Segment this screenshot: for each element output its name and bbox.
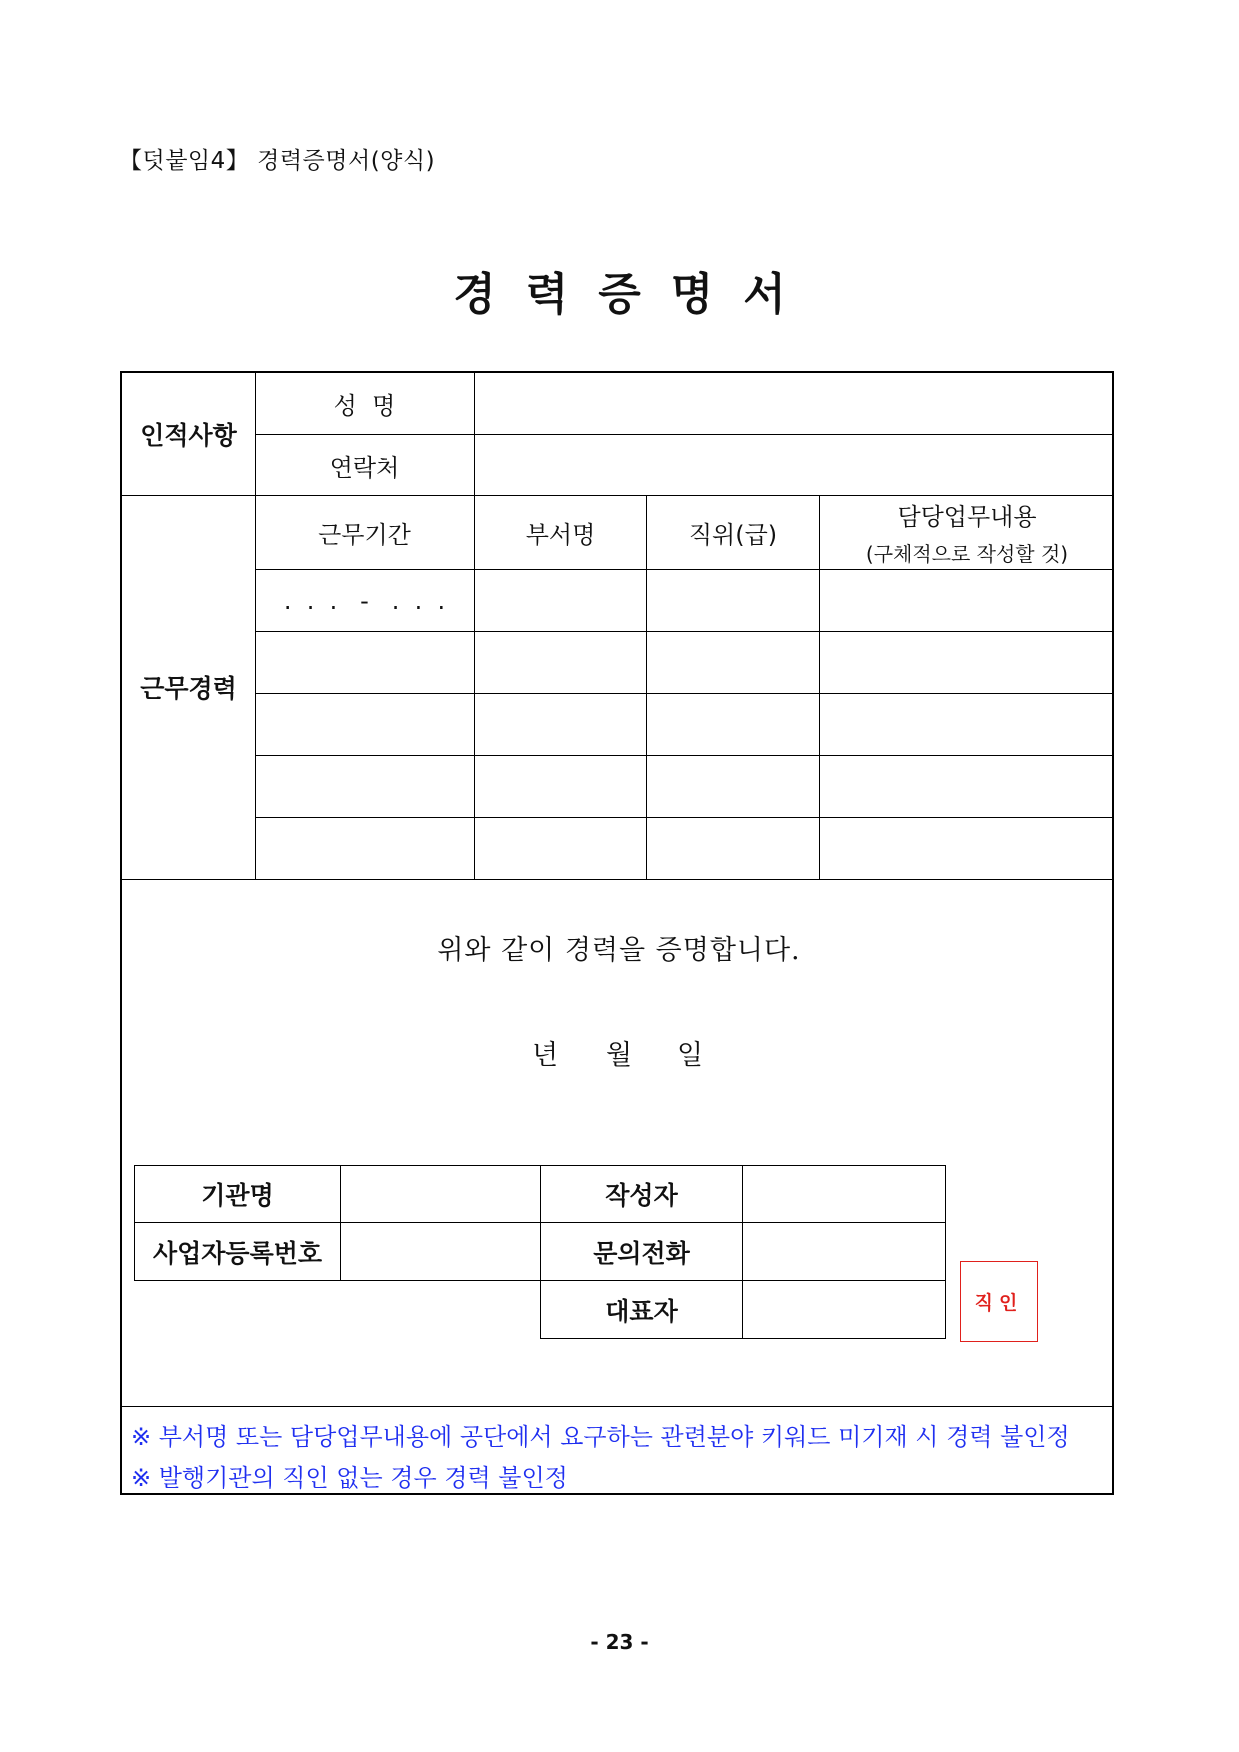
career-row-duties[interactable] [820, 818, 1114, 879]
career-row-duties[interactable] [820, 570, 1114, 631]
phone-label: 문의전화 [593, 1238, 690, 1268]
representative-label: 대표자 [605, 1296, 678, 1326]
duties-header-title: 담당업무내용 [897, 503, 1037, 531]
career-row-period[interactable]: . . . - . . . [283, 586, 446, 615]
phone-field[interactable] [743, 1223, 945, 1280]
career-row-duties[interactable] [820, 694, 1114, 755]
career-row-period[interactable] [255, 818, 474, 879]
attachment-label: 【덧붙임4】 경력증명서(양식) [119, 148, 436, 174]
career-row-position[interactable] [647, 632, 819, 693]
career-row-department[interactable] [475, 632, 646, 693]
name-label: 성 명 [333, 392, 396, 420]
career-row-position[interactable] [647, 756, 819, 817]
certification-statement: 위와 같이 경력을 증명합니다. [437, 935, 801, 966]
page-number: - 23 - [590, 1630, 649, 1654]
duties-header [820, 495, 1114, 569]
note-keyword: ※ 부서명 또는 담당업무내용에 공단에서 요구하는 관련분야 키워드 미기재 시 경력 불인정 [131, 1423, 1070, 1451]
career-row-department[interactable] [475, 756, 646, 817]
career-row-position[interactable] [647, 694, 819, 755]
writer-field[interactable] [743, 1166, 945, 1222]
career-row-period[interactable] [255, 694, 474, 755]
contact-label: 연락처 [329, 453, 400, 482]
career-row-position[interactable] [647, 818, 819, 879]
org-name-field[interactable] [341, 1166, 540, 1222]
date-year-label: 년 [532, 1040, 559, 1071]
official-seal-box: 직인 [960, 1261, 1038, 1342]
career-label: 근무경력 [140, 674, 237, 703]
career-row-department[interactable] [475, 570, 646, 631]
writer-label: 작성자 [605, 1181, 678, 1210]
personal-info-label: 인적사항 [140, 421, 237, 450]
name-field[interactable] [475, 373, 1114, 434]
document-title: 경력증명서 [453, 269, 816, 320]
career-row-position[interactable] [647, 570, 819, 631]
note-seal: ※ 발행기관의 직인 없는 경우 경력 불인정 [131, 1464, 568, 1492]
career-row-period[interactable] [255, 632, 474, 693]
career-row-department[interactable] [475, 694, 646, 755]
career-row-period[interactable] [255, 756, 474, 817]
representative-field[interactable] [743, 1281, 945, 1338]
org-name-label: 기관명 [201, 1181, 274, 1210]
biz-reg-no-label: 사업자등록번호 [152, 1238, 323, 1268]
career-row-duties[interactable] [820, 632, 1114, 693]
period-header: 근무기간 [318, 520, 411, 549]
position-header: 직위(급) [688, 520, 778, 549]
contact-field[interactable] [475, 435, 1114, 495]
duties-header-note: (구체적으로 작성할 것) [865, 542, 1069, 566]
certificate-form [120, 371, 1114, 1495]
department-header: 부서명 [525, 520, 596, 549]
career-row-department[interactable] [475, 818, 646, 879]
date-day-label: 일 [677, 1040, 704, 1071]
career-row-duties[interactable] [820, 756, 1114, 817]
date-month-label: 월 [606, 1040, 633, 1071]
biz-reg-no-field[interactable] [341, 1223, 540, 1280]
